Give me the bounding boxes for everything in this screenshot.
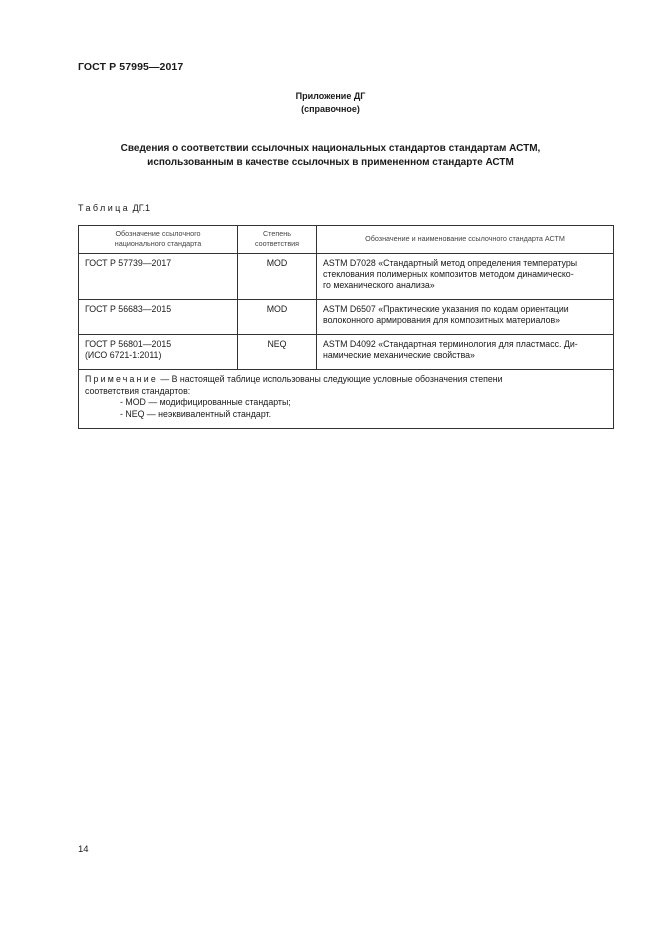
- astm-line: намические механические свойства»: [323, 350, 475, 360]
- note-text: — В настоящей таблице использованы следующие условные обозначения степени: [157, 374, 503, 384]
- astm-line: го механического анализа»: [323, 280, 435, 290]
- header-degree: [238, 226, 317, 254]
- national-standard-cell: [79, 335, 238, 370]
- header-astm-standard-text: Обозначение и наименование ссылочного стандарта АСТМ: [365, 234, 565, 243]
- astm-line: ASTM D4092 «Стандартная терминология для пластмасс. Ди-: [323, 339, 578, 349]
- section-heading-line-2: использованным в качестве ссылочных в примененном стандарте АСТМ: [147, 157, 514, 168]
- table-caption: [78, 203, 150, 213]
- page-number: 14: [78, 844, 89, 855]
- table-note: [79, 370, 614, 429]
- table-note-row: [79, 370, 614, 429]
- degree-cell: [238, 300, 317, 335]
- appendix-title: Приложение ДГ: [295, 91, 366, 101]
- degree-value: MOD: [266, 258, 288, 268]
- table-row: [79, 335, 614, 370]
- note-text-line-2: соответствия стандартов:: [85, 385, 191, 396]
- table-header-row: [79, 226, 614, 254]
- astm-standard-cell: [317, 335, 614, 370]
- table-row: [79, 254, 614, 300]
- section-heading-line-1: Сведения о соответствии ссылочных национальных стандартов стандартам АСТМ,: [120, 143, 541, 154]
- astm-standard-cell: [317, 254, 614, 300]
- degree-cell: [238, 254, 317, 300]
- national-standard-code: ГОСТ Р 56683—2015: [85, 304, 172, 314]
- document-code: ГОСТ Р 57995—2017: [78, 61, 184, 73]
- header-degree-line-2: соответствия: [254, 239, 300, 248]
- header-astm-standard: [317, 226, 614, 254]
- national-standard-code: ГОСТ Р 57739—2017: [85, 258, 172, 268]
- reference-standards-table: [78, 225, 614, 429]
- appendix-subtitle: (справочное): [301, 104, 360, 114]
- astm-line: стеклования полимерных композитов методом динамическо-: [323, 269, 574, 279]
- header-national-standard-line-1: Обозначение ссылочного: [115, 229, 201, 238]
- note-title: Примечание: [85, 374, 158, 384]
- note-text-line-1: [85, 374, 607, 386]
- national-standard-cell: [79, 254, 238, 300]
- table-caption-number: ДГ.1: [132, 203, 150, 213]
- note-item-neq: - NEQ — неэквивалентный стандарт.: [120, 408, 272, 419]
- table-row: [79, 300, 614, 335]
- degree-value: NEQ: [267, 339, 287, 349]
- table-caption-word: Таблица: [78, 203, 131, 213]
- degree-cell: [238, 335, 317, 370]
- national-standard-cell: [79, 300, 238, 335]
- astm-line: ASTM D7028 «Стандартный метод определения температуры: [323, 258, 578, 268]
- header-degree-line-1: Степень: [262, 229, 291, 238]
- astm-line: волоконного армирования для композитных материалов»: [323, 315, 561, 325]
- degree-value: MOD: [266, 304, 288, 314]
- national-standard-iso-code: (ИСО 6721-1:2011): [85, 350, 162, 360]
- astm-standard-cell: [317, 300, 614, 335]
- national-standard-code: ГОСТ Р 56801—2015: [85, 339, 172, 349]
- header-national-standard-line-2: национального стандарта: [114, 239, 202, 248]
- astm-line: ASTM D6507 «Практические указания по кодам ориентации: [323, 304, 569, 314]
- header-national-standard: [79, 226, 238, 254]
- note-item-mod: - MOD — модифицированные стандарты;: [120, 397, 291, 407]
